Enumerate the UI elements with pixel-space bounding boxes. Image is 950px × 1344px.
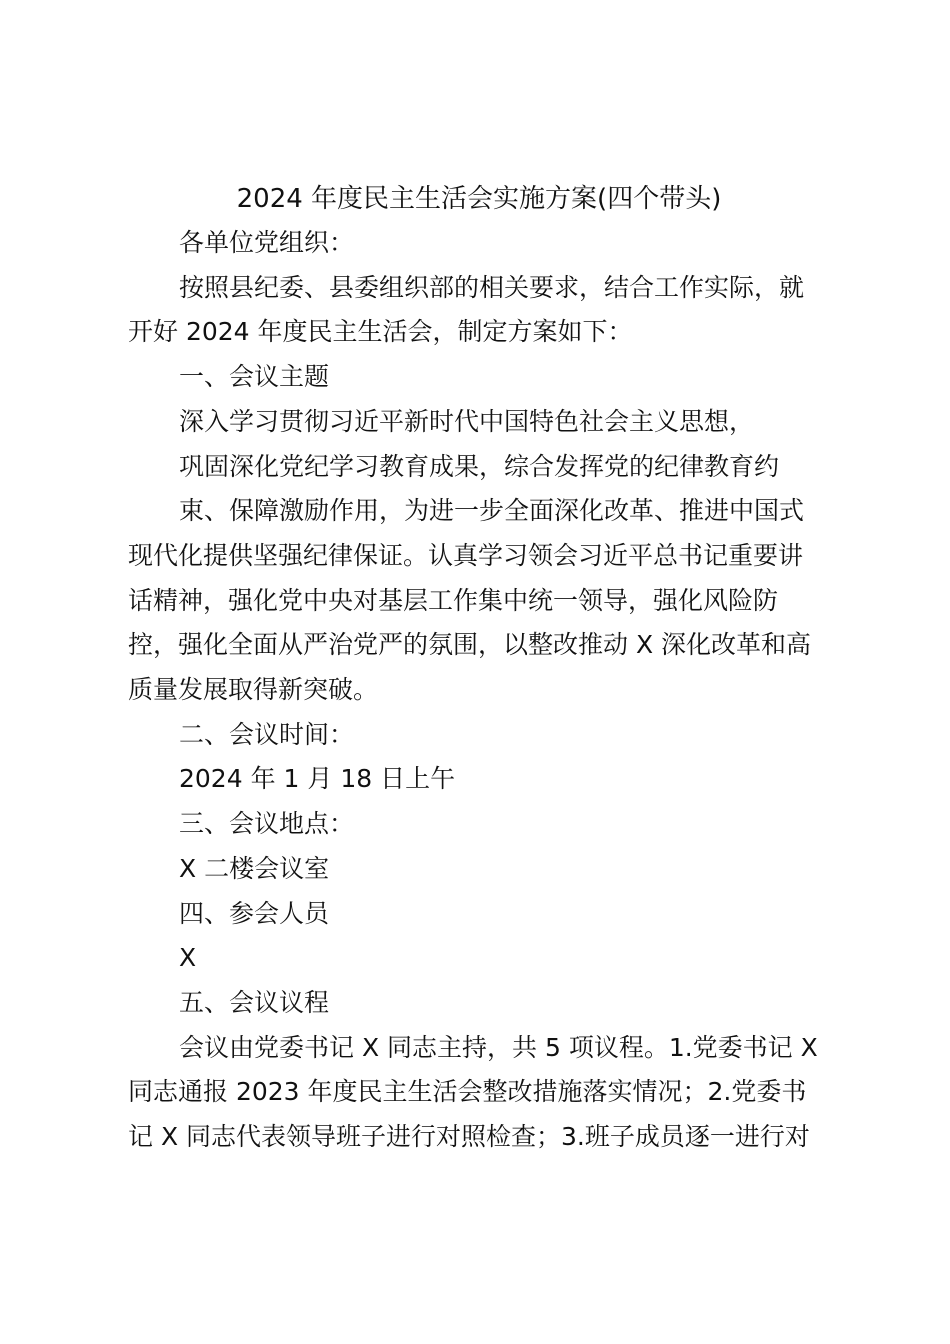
paragraph-line: 记 X 同志代表领导班子进行对照检查；3.班子成员逐一进行对 — [128, 1122, 810, 1152]
salutation: 各单位党组织： — [179, 228, 355, 257]
section-heading: 四、参会人员 — [179, 898, 330, 928]
paragraph-line: 话精神，强化党中央对基层工作集中统一领导，强化风险防 — [128, 585, 779, 615]
paragraph-line: 控，强化全面从严治党严的氛围，以整改推动 X 深化改革和高 — [128, 630, 812, 660]
paragraph-line: 巩固深化党纪学习教育成果，综合发挥党的纪律教育约 — [179, 451, 780, 481]
paragraph-line: 会议由党委书记 X 同志主持，共 5 项议程。1.党委书记 X — [179, 1032, 818, 1062]
section-heading: 二、会议时间： — [179, 719, 355, 749]
paragraph-line: 2024 年 1 月 18 日上午 — [179, 764, 456, 794]
paragraph-line: X — [179, 943, 197, 973]
document-body — [128, 177, 818, 1160]
section-heading: 一、会议主题 — [179, 362, 330, 392]
document-title: 2024 年度民主生活会实施方案(四个带头) — [236, 184, 722, 214]
paragraph-line: 按照县纪委、县委组织部的相关要求，结合工作实际，就 — [179, 272, 805, 302]
section-heading: 三、会议地点： — [179, 809, 355, 839]
paragraph-line: 同志通报 2023 年度民主生活会整改措施落实情况；2.党委书 — [128, 1077, 807, 1107]
paragraph-line: X 二楼会议室 — [179, 853, 330, 883]
section-heading: 五、会议议程 — [179, 987, 330, 1017]
paragraph-line: 束、保障激励作用，为进一步全面深化改革、推进中国式 — [179, 496, 805, 526]
paragraph-line: 开好 2024 年度民主生活会，制定方案如下： — [128, 317, 633, 347]
paragraph-line: 深入学习贯彻习近平新时代中国特色社会主义思想， — [179, 406, 755, 436]
paragraph-line: 质量发展取得新突破。 — [128, 675, 379, 705]
paragraph-line: 现代化提供坚强纪律保证。认真学习领会习近平总书记重要讲 — [128, 540, 804, 570]
